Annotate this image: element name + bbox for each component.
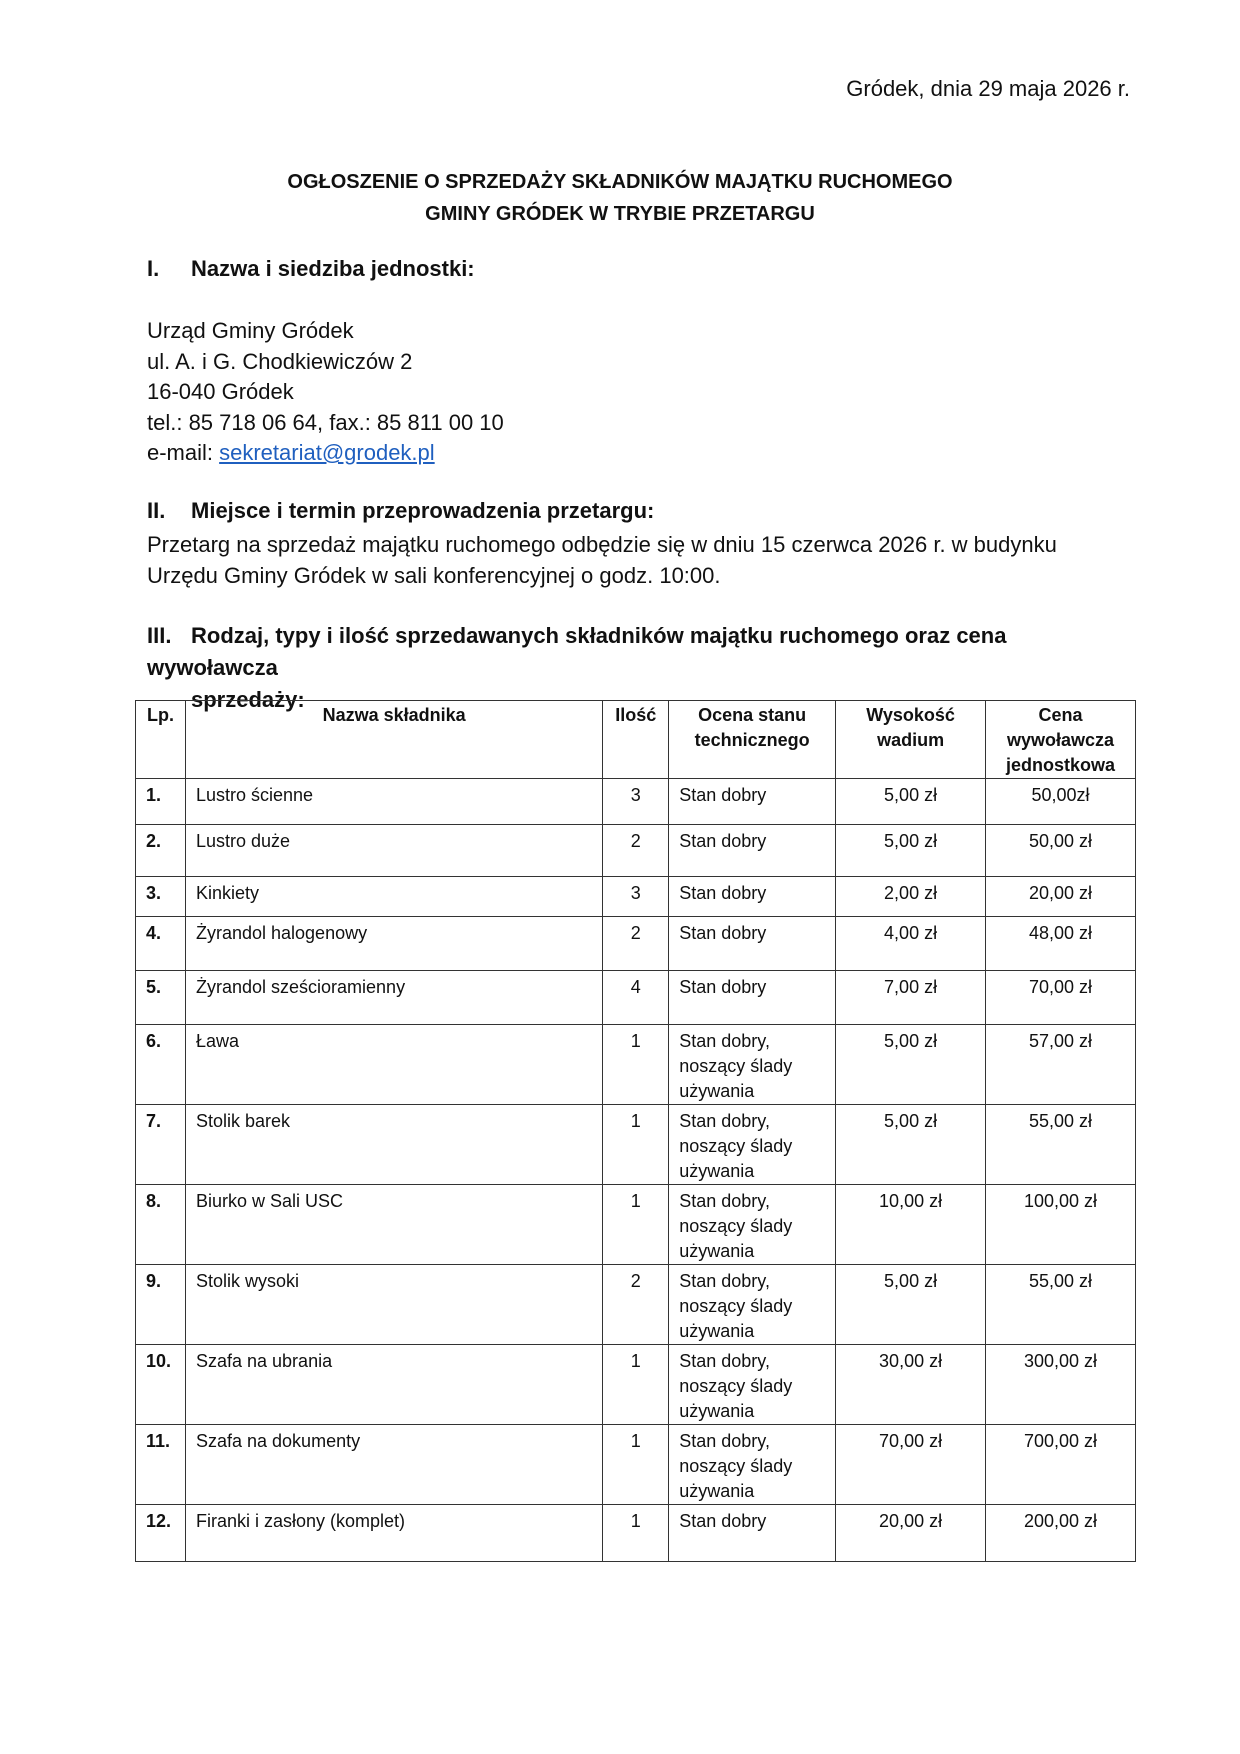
cell-qty: 1 [603,1025,669,1105]
section-3-title-line-1: Rodzaj, typy i ilość sprzedawanych składników majątku ruchomego oraz cena wywoławcza [147,623,1007,680]
cell-state: Stan dobry [669,917,836,971]
cell-state: Stan dobry [669,877,836,917]
address-block [147,316,504,469]
section-2-text: Przetarg na sprzedaż majątku ruchomego odbędzie się w dniu 15 czerwca 2026 r. w budynku Urzędu Gminy Gródek w sali konferencyjnej o godz. 10:00. [147,532,1057,588]
cell-price: 50,00zł [986,779,1136,825]
title-line-2: GMINY GRÓDEK W TRYBIE PRZETARGU [425,203,815,225]
cell-deposit: 5,00 zł [836,1025,986,1105]
email-link[interactable]: sekretariat@grodek.pl [219,440,435,465]
cell-price: 200,00 zł [986,1505,1136,1562]
address-phone: tel.: 85 718 06 64, fax.: 85 811 00 10 [147,409,504,435]
cell-price: 48,00 zł [986,917,1136,971]
address-street: ul. A. i G. Chodkiewiczów 2 [147,348,413,374]
cell-deposit: 5,00 zł [836,825,986,877]
section-2-number: II. [147,498,166,523]
cell-deposit: 2,00 zł [836,877,986,917]
table-row [136,1185,1136,1265]
table-row [136,779,1136,825]
cell-lp: 10. [136,1345,186,1425]
cell-state: Stan dobry, noszący ślady używania [669,1185,836,1265]
section-1-title: Nazwa i siedziba jednostki: [191,256,475,281]
cell-lp: 6. [136,1025,186,1105]
section-1-heading [147,256,475,282]
cell-qty: 2 [603,1265,669,1345]
cell-state: Stan dobry [669,825,836,877]
table-row [136,877,1136,917]
cell-name: Biurko w Sali USC [185,1185,602,1265]
cell-price: 70,00 zł [986,971,1136,1025]
cell-qty: 1 [603,1505,669,1562]
cell-state: Stan dobry, noszący ślady używania [669,1265,836,1345]
cell-price: 300,00 zł [986,1345,1136,1425]
cell-lp: 1. [136,779,186,825]
table-row [136,1105,1136,1185]
cell-lp: 7. [136,1105,186,1185]
cell-name: Żyrandol sześcioramienny [185,971,602,1025]
cell-deposit: 5,00 zł [836,779,986,825]
header-deposit: Wysokość wadium [836,701,986,779]
cell-price: 700,00 zł [986,1425,1136,1505]
cell-qty: 1 [603,1345,669,1425]
cell-name: Szafa na dokumenty [185,1425,602,1505]
cell-lp: 3. [136,877,186,917]
cell-qty: 1 [603,1185,669,1265]
header-state: Ocena stanu technicznego [669,701,836,779]
table-row [136,1505,1136,1562]
cell-deposit: 5,00 zł [836,1105,986,1185]
table-row [136,1265,1136,1345]
cell-state: Stan dobry [669,779,836,825]
table-header-row [136,701,1136,779]
items-table [135,700,1136,1562]
section-2-heading [147,498,654,524]
date-line: Gródek, dnia 29 maja 2026 r. [846,76,1130,101]
email-label: e-mail: [147,440,220,465]
cell-deposit: 10,00 zł [836,1185,986,1265]
cell-deposit: 30,00 zł [836,1345,986,1425]
section-1-number: I. [147,256,160,281]
cell-qty: 4 [603,971,669,1025]
cell-name: Firanki i zasłony (komplet) [185,1505,602,1562]
cell-price: 50,00 zł [986,825,1136,877]
address-email-line [147,438,504,469]
cell-qty: 2 [603,917,669,971]
table-row [136,1025,1136,1105]
cell-qty: 1 [603,1425,669,1505]
cell-lp: 5. [136,971,186,1025]
cell-state: Stan dobry [669,971,836,1025]
header-qty: Ilość [603,701,669,779]
cell-name: Szafa na ubrania [185,1345,602,1425]
cell-lp: 9. [136,1265,186,1345]
cell-name: Żyrandol halogenowy [185,917,602,971]
cell-deposit: 20,00 zł [836,1505,986,1562]
cell-name: Kinkiety [185,877,602,917]
header-lp: Lp. [136,701,186,779]
cell-state: Stan dobry, noszący ślady używania [669,1105,836,1185]
cell-name: Lustro duże [185,825,602,877]
cell-name: Stolik barek [185,1105,602,1185]
cell-deposit: 70,00 zł [836,1425,986,1505]
cell-price: 55,00 zł [986,1105,1136,1185]
header-price: Cena wywoławcza jednostkowa [986,701,1136,779]
address-office: Urząd Gminy Gródek [147,318,354,343]
header-name: Nazwa składnika [185,701,602,779]
cell-state: Stan dobry, noszący ślady używania [669,1025,836,1105]
section-2-title: Miejsce i termin przeprowadzenia przetargu: [191,498,655,523]
title-line-1: OGŁOSZENIE O SPRZEDAŻY SKŁADNIKÓW MAJĄTKU RUCHOMEGO [287,171,953,193]
cell-name: Lustro ścienne [185,779,602,825]
table-row [136,971,1136,1025]
section-3-number: III. [147,623,172,648]
cell-state: Stan dobry, noszący ślady używania [669,1345,836,1425]
section-3-title-line-2: sprzedaży: [191,687,305,712]
cell-price: 57,00 zł [986,1025,1136,1105]
table-row [136,1345,1136,1425]
cell-lp: 12. [136,1505,186,1562]
cell-deposit: 7,00 zł [836,971,986,1025]
cell-name: Stolik wysoki [185,1265,602,1345]
document-title [0,166,1240,230]
address-city: 16-040 Gródek [147,379,294,404]
cell-lp: 11. [136,1425,186,1505]
cell-qty: 3 [603,779,669,825]
cell-deposit: 4,00 zł [836,917,986,971]
table-row [136,1425,1136,1505]
cell-lp: 2. [136,825,186,877]
cell-price: 55,00 zł [986,1265,1136,1345]
cell-state: Stan dobry, noszący ślady używania [669,1425,836,1505]
cell-lp: 4. [136,917,186,971]
cell-lp: 8. [136,1185,186,1265]
table-row [136,917,1136,971]
cell-state: Stan dobry [669,1505,836,1562]
cell-qty: 2 [603,825,669,877]
cell-price: 100,00 zł [986,1185,1136,1265]
cell-deposit: 5,00 zł [836,1265,986,1345]
cell-qty: 1 [603,1105,669,1185]
table-row [136,825,1136,877]
cell-price: 20,00 zł [986,877,1136,917]
cell-name: Ława [185,1025,602,1105]
cell-qty: 3 [603,877,669,917]
